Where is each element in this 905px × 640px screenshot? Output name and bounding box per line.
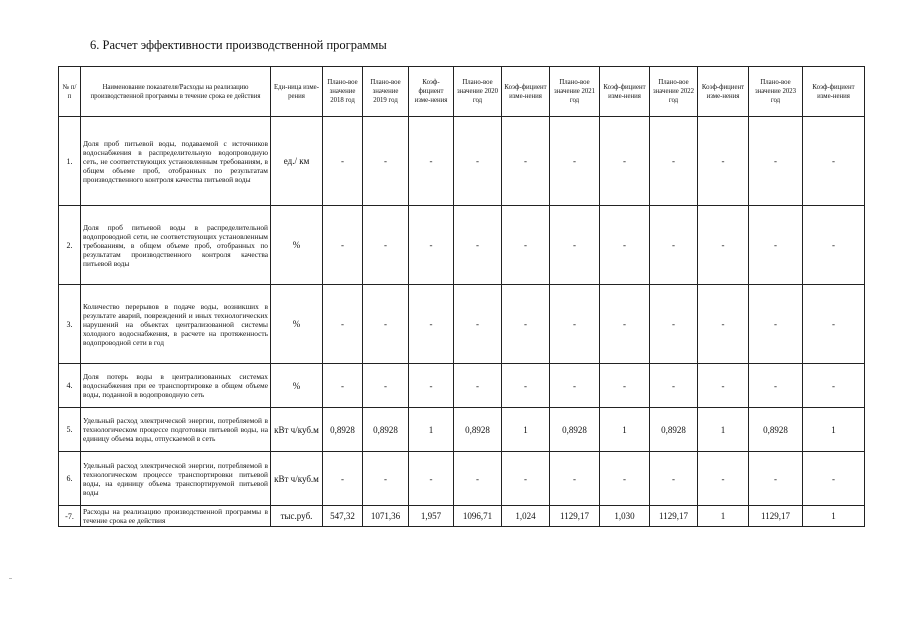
value-cell: - bbox=[363, 285, 409, 364]
table-row bbox=[59, 506, 865, 527]
table-row bbox=[59, 206, 865, 285]
value-cell: - bbox=[803, 452, 865, 506]
row-name: Доля потерь воды в централизованных системах водоснабжения при ее транспортировке в общем объеме воды, поданной в водопроводную сеть bbox=[81, 364, 271, 408]
value-cell: - bbox=[502, 206, 550, 285]
row-name: Удельный расход электрической энергии, потребляемой в технологическом процессе подготовки питьевой воды, на единицу объема воды, отпускаемой в сеть bbox=[81, 408, 271, 452]
value-cell: - bbox=[454, 364, 502, 408]
value-cell: 547,32 bbox=[323, 506, 363, 527]
value-cell: 1 bbox=[502, 408, 550, 452]
value-cell: - bbox=[363, 364, 409, 408]
row-name: Расходы на реализацию производственной программы в течение срока ее действия bbox=[81, 506, 271, 527]
page-title: 6. Расчет эффективности производственной программы bbox=[90, 38, 387, 52]
value-cell: - bbox=[600, 452, 650, 506]
value-cell: - bbox=[803, 364, 865, 408]
table-row bbox=[59, 285, 865, 364]
row-number: 5. bbox=[59, 408, 81, 452]
table-row bbox=[59, 364, 865, 408]
value-cell: 1096,71 bbox=[454, 506, 502, 527]
value-cell: - bbox=[323, 206, 363, 285]
row-unit: тыс.руб. bbox=[271, 506, 323, 527]
value-cell: - bbox=[803, 206, 865, 285]
value-cell: - bbox=[650, 117, 698, 206]
value-cell: - bbox=[650, 206, 698, 285]
row-unit: % bbox=[271, 364, 323, 408]
value-cell: - bbox=[600, 206, 650, 285]
row-name: Удельный расход электрической энергии, потребляемой в технологическом процессе транспортировки питьевой воды, на единицу объема транспортируемой питьевой воды bbox=[81, 452, 271, 506]
value-cell: 1 bbox=[698, 506, 749, 527]
header-cell: Коэф-фициент изме-нения bbox=[803, 67, 865, 117]
header-cell: № п/п bbox=[59, 67, 81, 117]
value-cell: - bbox=[323, 364, 363, 408]
value-cell: - bbox=[323, 452, 363, 506]
row-name: Количество перерывов в подаче воды, возникших в результате аварий, повреждений и иных технологических нарушений на объектах централизованной системы холодного водоснабжения, в расчете на протяженность водопроводной сети в год bbox=[81, 285, 271, 364]
value-cell: - bbox=[749, 364, 803, 408]
value-cell: 1129,17 bbox=[550, 506, 600, 527]
value-cell: - bbox=[698, 364, 749, 408]
row-number: 4. bbox=[59, 364, 81, 408]
row-unit: кВт ч/куб.м bbox=[271, 408, 323, 452]
value-cell: - bbox=[749, 206, 803, 285]
value-cell: 1 bbox=[698, 408, 749, 452]
row-unit: кВт ч/куб.м bbox=[271, 452, 323, 506]
table-row bbox=[59, 452, 865, 506]
value-cell: - bbox=[600, 285, 650, 364]
row-number: 3. bbox=[59, 285, 81, 364]
value-cell: - bbox=[550, 285, 600, 364]
value-cell: - bbox=[749, 452, 803, 506]
value-cell: - bbox=[502, 117, 550, 206]
value-cell: - bbox=[550, 206, 600, 285]
value-cell: - bbox=[323, 117, 363, 206]
value-cell: 0,8928 bbox=[454, 408, 502, 452]
value-cell: - bbox=[409, 452, 454, 506]
value-cell: - bbox=[409, 364, 454, 408]
row-unit: % bbox=[271, 285, 323, 364]
value-cell: 1,024 bbox=[502, 506, 550, 527]
value-cell: 1071,36 bbox=[363, 506, 409, 527]
value-cell: 1 bbox=[803, 506, 865, 527]
value-cell: - bbox=[550, 364, 600, 408]
value-cell: - bbox=[409, 285, 454, 364]
value-cell: - bbox=[502, 285, 550, 364]
value-cell: - bbox=[698, 452, 749, 506]
header-cell: Плано-вое значение 2019 год bbox=[363, 67, 409, 117]
value-cell: - bbox=[502, 364, 550, 408]
value-cell: 1,957 bbox=[409, 506, 454, 527]
header-cell: Плано-вое значение 2021 год bbox=[550, 67, 600, 117]
value-cell: - bbox=[803, 285, 865, 364]
value-cell: - bbox=[650, 364, 698, 408]
value-cell: - bbox=[363, 117, 409, 206]
value-cell: - bbox=[698, 206, 749, 285]
value-cell: - bbox=[363, 206, 409, 285]
row-unit: % bbox=[271, 206, 323, 285]
value-cell: 1 bbox=[600, 408, 650, 452]
header-cell: Плано-вое значение 2023 год bbox=[749, 67, 803, 117]
value-cell: - bbox=[454, 285, 502, 364]
header-cell: Еди-ница изме-рения bbox=[271, 67, 323, 117]
value-cell: 0,8928 bbox=[323, 408, 363, 452]
value-cell: - bbox=[550, 117, 600, 206]
value-cell: 0,8928 bbox=[749, 408, 803, 452]
value-cell: - bbox=[409, 117, 454, 206]
value-cell: 1 bbox=[803, 408, 865, 452]
value-cell: - bbox=[600, 117, 650, 206]
value-cell: - bbox=[454, 452, 502, 506]
value-cell: - bbox=[749, 117, 803, 206]
value-cell: 0,8928 bbox=[650, 408, 698, 452]
header-cell: Плано-вое значение 2022 год bbox=[650, 67, 698, 117]
row-name: Доля проб питьевой воды в распределительной водопроводной сети, не соответствующих установленным требованиям, в общем объеме проб, отобранных по результатам производственного контроля качества питьевой воды bbox=[81, 206, 271, 285]
value-cell: - bbox=[550, 452, 600, 506]
value-cell: - bbox=[650, 285, 698, 364]
value-cell: - bbox=[698, 117, 749, 206]
table-row bbox=[59, 117, 865, 206]
row-number: 2. bbox=[59, 206, 81, 285]
value-cell: - bbox=[600, 364, 650, 408]
header-cell: Коэф-фициент изме-нения bbox=[409, 67, 454, 117]
table-row bbox=[59, 408, 865, 452]
value-cell: 1 bbox=[409, 408, 454, 452]
row-unit: ед./ км bbox=[271, 117, 323, 206]
value-cell: - bbox=[650, 452, 698, 506]
value-cell: - bbox=[749, 285, 803, 364]
value-cell: 0,8928 bbox=[550, 408, 600, 452]
header-cell: Плано-вое значение 2018 год bbox=[323, 67, 363, 117]
header-cell: Коэф-фициент изме-нения bbox=[698, 67, 749, 117]
value-cell: 1129,17 bbox=[749, 506, 803, 527]
value-cell: - bbox=[502, 452, 550, 506]
header-cell: Коэф-фициент изме-нения bbox=[502, 67, 550, 117]
value-cell: 1,030 bbox=[600, 506, 650, 527]
value-cell: - bbox=[363, 452, 409, 506]
value-cell: - bbox=[698, 285, 749, 364]
value-cell: 1129,17 bbox=[650, 506, 698, 527]
value-cell: 0,8928 bbox=[363, 408, 409, 452]
table-header-row bbox=[59, 67, 865, 117]
value-cell: - bbox=[323, 285, 363, 364]
value-cell: - bbox=[409, 206, 454, 285]
row-number: -7. bbox=[59, 506, 81, 527]
row-number: 1. bbox=[59, 117, 81, 206]
efficiency-table bbox=[58, 66, 865, 527]
value-cell: - bbox=[803, 117, 865, 206]
value-cell: - bbox=[454, 117, 502, 206]
header-cell: Плано-вое значение 2020 год bbox=[454, 67, 502, 117]
row-name: Доля проб питьевой воды, подаваемой с источников водоснабжения в распределительную водопроводную сеть, не соответствующих установленным требованиям, в общем объеме проб, отобранных по результатам производственного контроля качества питьевой воды bbox=[81, 117, 271, 206]
value-cell: - bbox=[454, 206, 502, 285]
scan-artifact bbox=[9, 578, 12, 579]
row-number: 6. bbox=[59, 452, 81, 506]
header-cell: Наименование показателя/Расходы на реализацию производственной программы в течение срока ее действия bbox=[81, 67, 271, 117]
header-cell: Коэф-фициент изме-нения bbox=[600, 67, 650, 117]
